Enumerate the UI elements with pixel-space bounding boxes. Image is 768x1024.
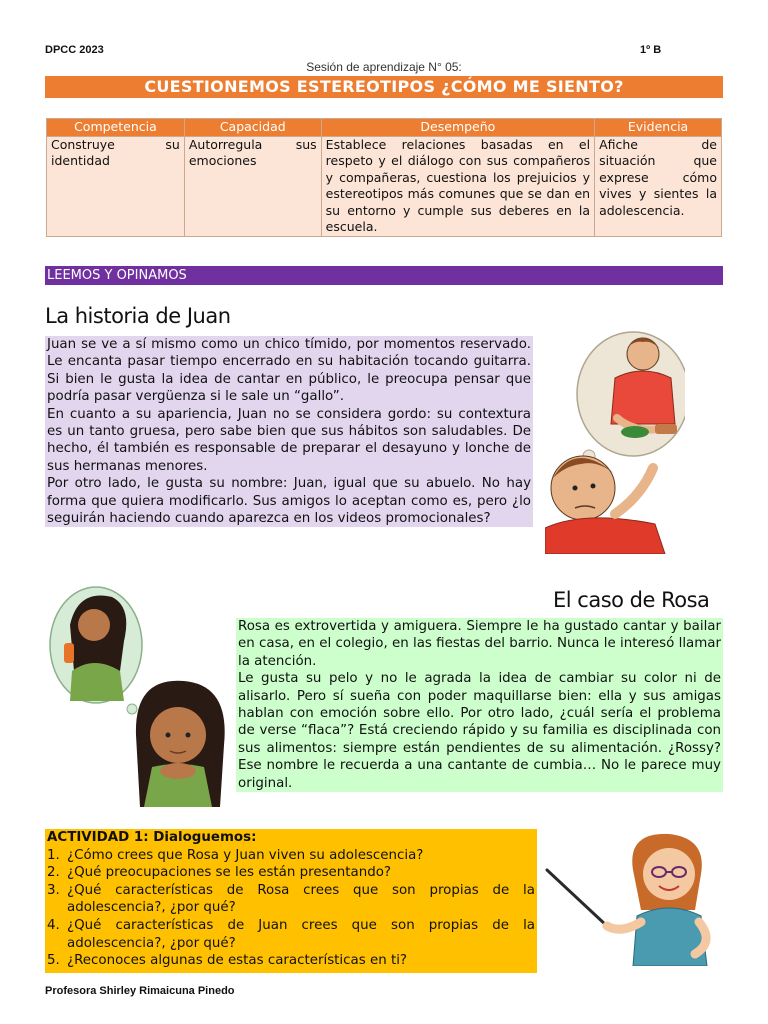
- item-text: ¿Reconoces algunas de estas características en ti?: [67, 953, 408, 969]
- table-cell: Establece relaciones basadas en el respeto y el diálogo con sus compañeros y compañeras, cuestiona los prejuicios y estereotipos más comunes que se dan en su entorno y cumple sus deberes en la escuela.: [321, 136, 594, 236]
- rosa-story: [236, 618, 723, 792]
- juan-heading: La historia de Juan: [45, 304, 231, 328]
- activity-list: [47, 847, 535, 970]
- session-label: Sesión de aprendizaje N° 05:: [306, 60, 462, 74]
- juan-paragraph: Por otro lado, le gusta su nombre: Juan, igual que su abuelo. No hay forma que quiera modificarlo. Sus amigos lo aceptan como es, pero ¿lo seguirán haciendo cuando aparezca en los videos promocionales?: [47, 476, 531, 527]
- item-number: 1.: [47, 847, 60, 863]
- page-title: CUESTIONEMOS ESTEREOTIPOS ¿CÓMO ME SIENTO?: [45, 76, 723, 98]
- header-left: DPCC 2023: [45, 44, 104, 56]
- boy-thinking-icon: [545, 456, 665, 554]
- rosa-heading: El caso de Rosa: [553, 588, 710, 612]
- item-text: ¿Cómo crees que Rosa y Juan viven su adolescencia?: [67, 847, 424, 863]
- table-cell: Afiche de situación que exprese cómo vives y sientes la adolescencia.: [595, 136, 722, 236]
- item-text: ¿Qué características de Juan crees que son propias de la adolescencia?, ¿por qué?: [67, 917, 535, 951]
- table-header-cell: Evidencia: [595, 119, 722, 137]
- juan-paragraph: Juan se ve a sí mismo como un chico tímido, por momentos reservado. Le encanta pasar tiempo encerrado en su habitación tocando guitarra. Si bien le gusta la idea de cantar en público, le preocupa pensar que podría pasar vergüenza si le sale un “gallo”.: [47, 337, 531, 405]
- juan-illustration: [545, 328, 685, 554]
- rosa-paragraph: Rosa es extrovertida y amiguera. Siempre le ha gustado cantar y bailar en casa, en el colegio, en las fiestas del barrio. Nunca le interesó llamar la atención.: [238, 619, 721, 669]
- teacher-icon: [607, 834, 707, 966]
- table-header-cell: Desempeño: [321, 119, 594, 137]
- activity-title: ACTIVIDAD 1: Dialoguemos:: [47, 830, 257, 845]
- list-item: [47, 882, 535, 917]
- rosa-illustration: [48, 585, 230, 807]
- competency-table: [46, 118, 722, 237]
- item-number: 3.: [47, 882, 60, 898]
- header-right: 1º B: [640, 44, 662, 56]
- table-header-row: [47, 119, 722, 137]
- table-cell: Autorregula sus emociones: [184, 136, 321, 236]
- teacher-illustration: [545, 830, 725, 966]
- table-header-cell: Capacidad: [184, 119, 321, 137]
- table-cell: Construye su identidad: [47, 136, 185, 236]
- table-header-cell: Competencia: [47, 119, 185, 137]
- footer-author: Profesora Shirley Rimaicuna Pinedo: [45, 985, 235, 997]
- list-item: [47, 864, 535, 882]
- pointer-stick-icon: [547, 870, 607, 926]
- juan-paragraph: En cuanto a su apariencia, Juan no se considera gordo: su contextura es un tanto gruesa, pero sabe bien que sus hábitos son saludables. De hecho, él también es responsable de preparar el desayuno y lonche de sus hermanas menores.: [47, 406, 531, 474]
- list-item: [47, 847, 535, 865]
- item-text: ¿Qué características de Rosa crees que son propias de la adolescencia?, ¿por qué?: [67, 882, 535, 916]
- girl-thinking-icon: [136, 681, 225, 807]
- item-number: 5.: [47, 953, 60, 969]
- table-row: [47, 136, 722, 236]
- list-item: [47, 917, 535, 952]
- activity-box: [45, 829, 537, 973]
- list-item: [47, 952, 535, 970]
- item-text: ¿Qué preocupaciones se les están presentando?: [67, 865, 392, 881]
- juan-story: [45, 336, 533, 527]
- rosa-paragraph: Le gusta su pelo y no le agrada la idea de cambiar su color ni de alisarlo. Pero sí sueña con poder maquillarse bien: ella y sus amigas hablan con emoción sobre ello. Por otro lado, ¿cuál sería el problema de verse “flaca”? Está creciendo rápido y su familia es disciplinada con sus alimentos: siempre están pendientes de su alimentación. ¿Rossy? Ese nombre le recuerda a una cantante de cumbia… No le parece muy original.: [238, 671, 721, 791]
- section-bar: LEEMOS Y OPINAMOS: [45, 266, 723, 285]
- item-number: 4.: [47, 917, 60, 933]
- item-number: 2.: [47, 865, 60, 881]
